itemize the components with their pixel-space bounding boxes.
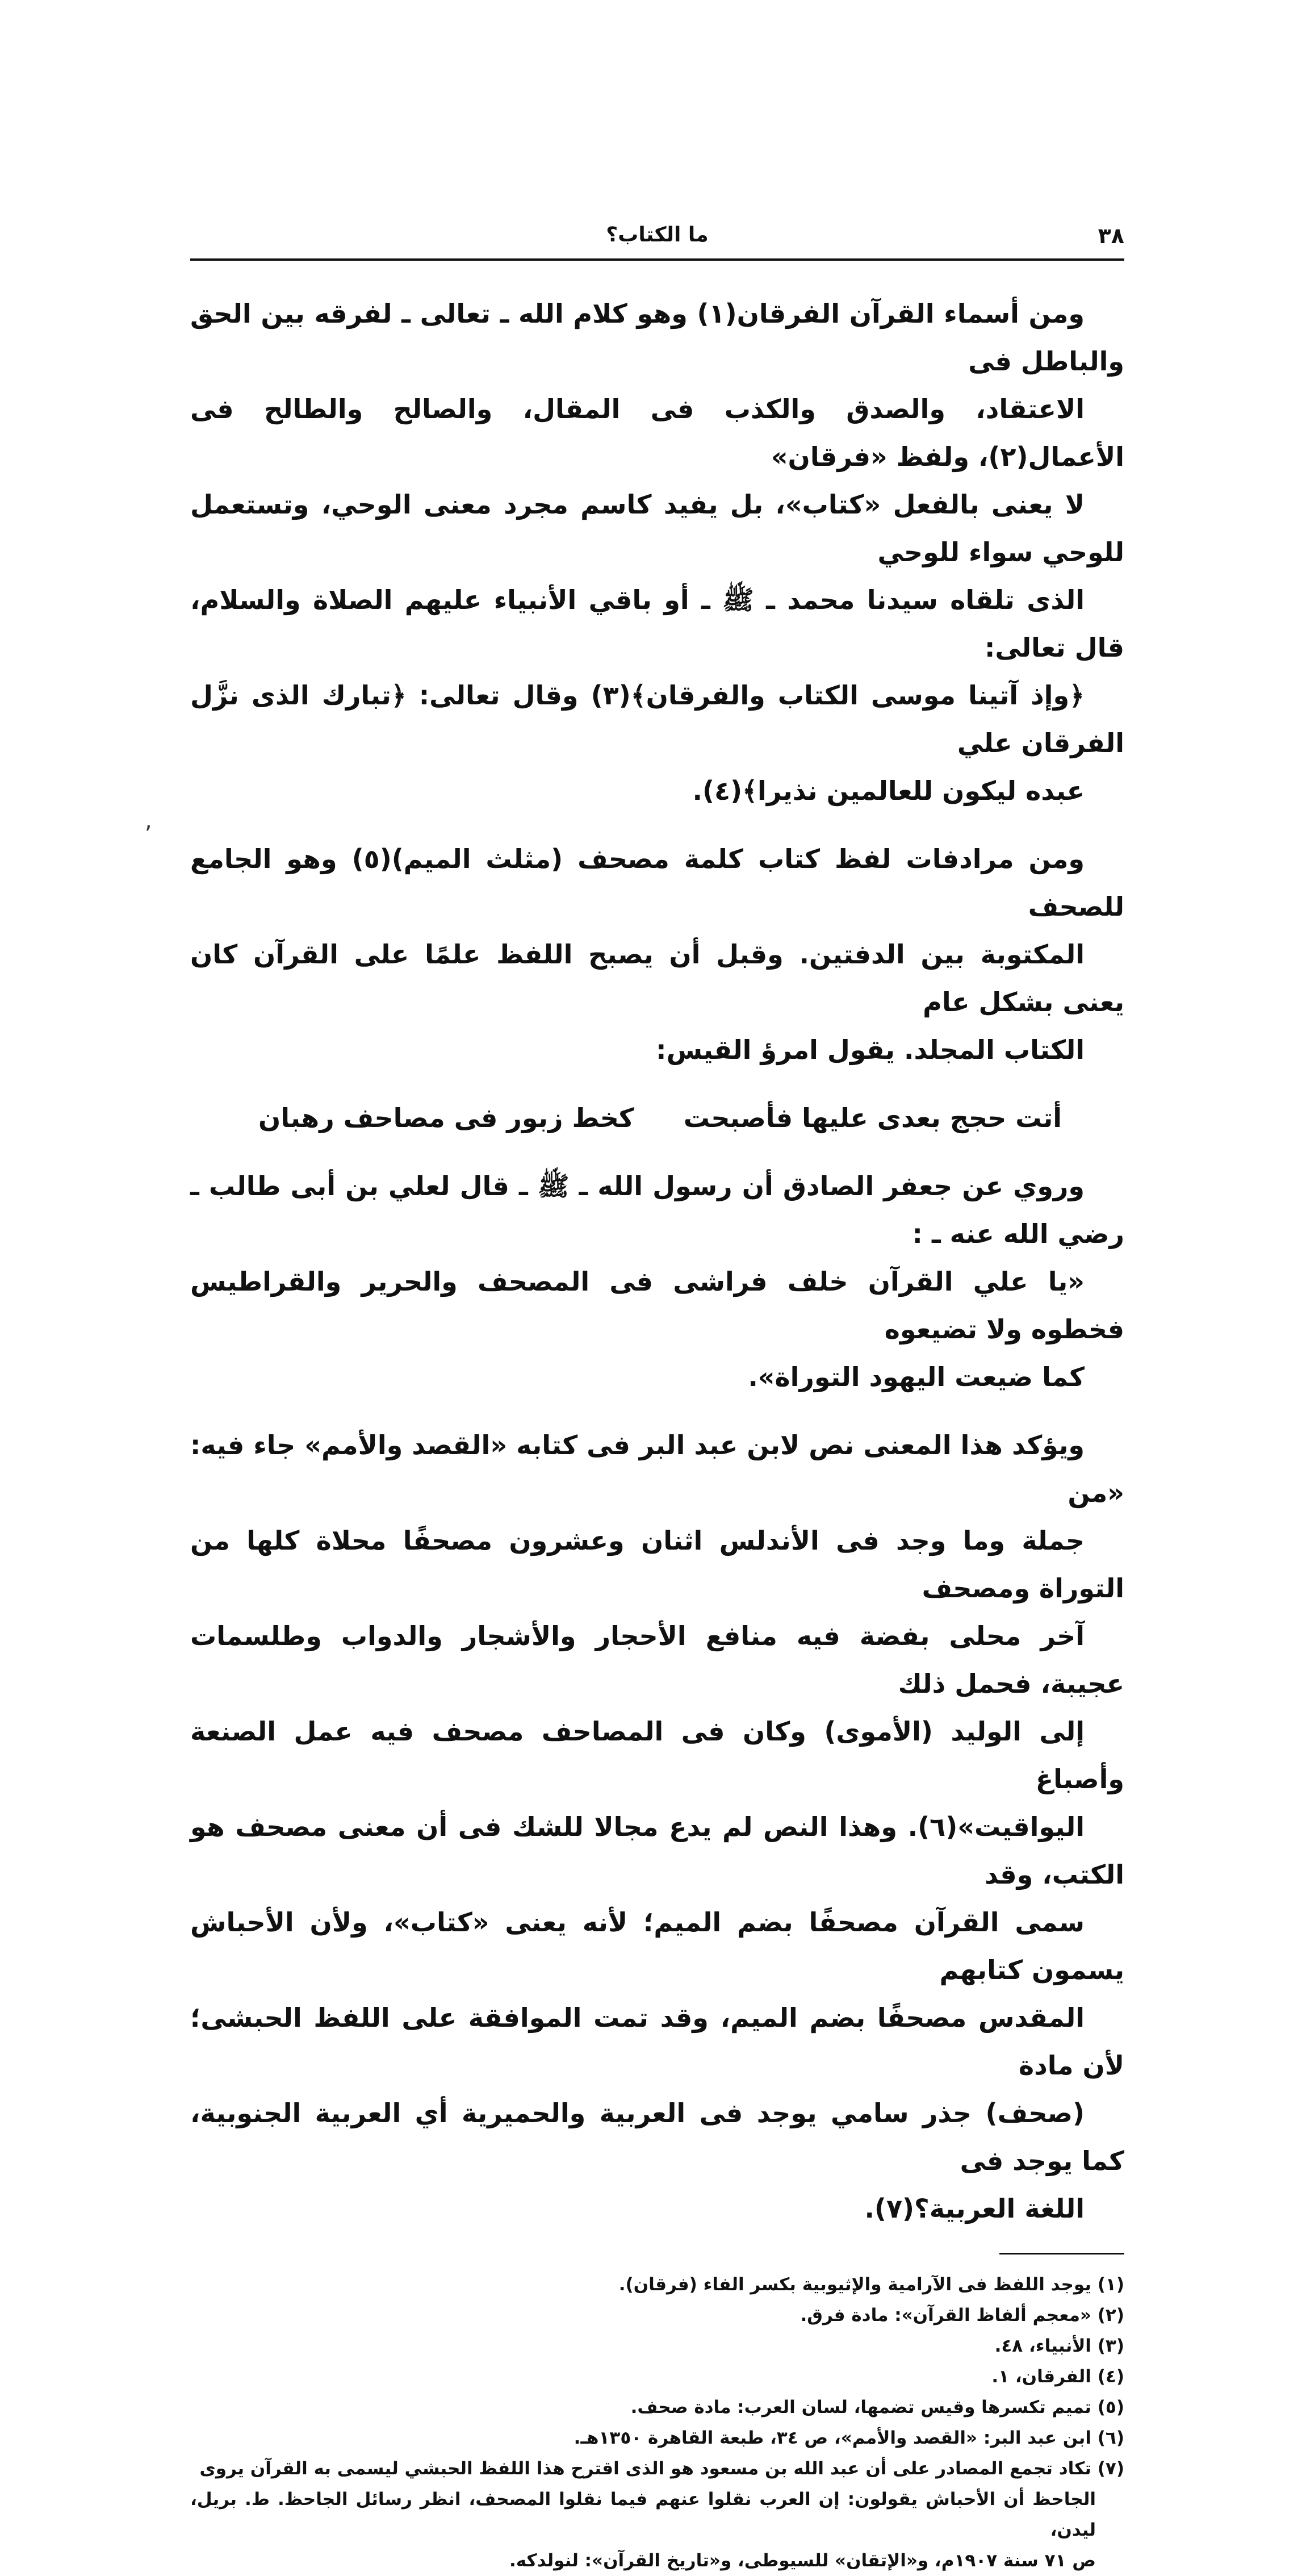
footnote-4: (٤) الفرقان، ١. bbox=[991, 2366, 1124, 2387]
text-line: عبده ليكون للعالمين نذيرا﴾(٤). bbox=[692, 775, 1085, 806]
text-line: ومن مرادفات لفظ كتاب كلمة مصحف (مثلث الميم)(٥) وهو الجامع للصحف bbox=[190, 844, 1124, 922]
page-number: ٣٨ bbox=[1098, 223, 1124, 248]
text-line: كما ضيعت اليهود التوراة». bbox=[748, 1362, 1085, 1392]
footnote-7: (٧) تكاد تجمع المصادر على أن عبد الله بن مسعود هو الذى اقترح هذا اللفظ الحبشي ليسمى به القرآن يروى bbox=[199, 2458, 1124, 2479]
text-line: الاعتقاد، والصدق والكذب فى المقال، والصالح والطالح فى الأعمال(٢)، ولفظ «فرقان» bbox=[190, 394, 1124, 472]
text-line: المقدس مصحفًا بضم الميم، وقد تمت الموافقة على اللفظ الحبشى؛ لأن مادة bbox=[190, 2002, 1124, 2081]
text-line: آخر محلى بفضة فيه منافع الأحجار والأشجار والدواب وطلسمات عجيبة، فحمل ذلك bbox=[190, 1621, 1124, 1699]
text-line: سمى القرآن مصحفًا بضم الميم؛ لأنه يعنى «كتاب»، ولأن الأحباش يسمون كتابهم bbox=[190, 1907, 1124, 1985]
footnote-7-continued: ص ٧١ سنة ١٩٠٧م، و«الإتقان» للسيوطى، و«تاريخ القرآن»: لنولدكه. bbox=[509, 2550, 1096, 2571]
footnote-3: (٣) الأنبياء، ٤٨. bbox=[994, 2336, 1124, 2356]
paragraph-mushaf bbox=[190, 835, 1124, 1074]
text-line: ويؤكد هذا المعنى نص لابن عبد البر فى كتابه «القصد والأمم» جاء فيه: «من bbox=[190, 1430, 1124, 1508]
running-title: ما الكتاب؟ bbox=[606, 223, 709, 247]
poetry-verse bbox=[258, 1094, 1062, 1142]
text-line: ومن أسماء القرآن الفرقان(١) وهو كلام الله ـ تعالى ـ لفرقه بين الحق والباطل فى bbox=[190, 298, 1124, 377]
margin-mark: , bbox=[145, 808, 152, 834]
footnotes bbox=[190, 2269, 1124, 2576]
page-header bbox=[190, 213, 1124, 264]
footnote-7-continued: الجاحظ أن الأحباش يقولون: إن العرب نقلوا عنهم فيما نقلوا المصحف، انظر رسائل الجاحظ. ط. بريل، ليدن، bbox=[190, 2489, 1096, 2540]
text-line: الذى تلقاه سيدنا محمد ـ ﷺ ـ أو باقي الأنبياء عليهم الصلاة والسلام، قال تعالى: bbox=[190, 584, 1124, 663]
text-line: اللغة العربية؟(٧). bbox=[864, 2193, 1085, 2224]
text-line: اليواقيت»(٦). وهذا النص لم يدع مجالا للشك فى أن معنى مصحف هو الكتب، وقد bbox=[190, 1811, 1124, 1890]
text-line: المكتوبة بين الدفتين. وقبل أن يصبح اللفظ علمًا على القرآن كان يعنى بشكل عام bbox=[190, 939, 1124, 1017]
footnote-rule bbox=[999, 2253, 1124, 2254]
text-line: ﴿وإذ آتينا موسى الكتاب والفرقان﴾(٣) وقال تعالى: ﴿تبارك الذى نزَّل الفرقان علي bbox=[190, 680, 1124, 758]
footnote-5: (٥) تميم تكسرها وقيس تضمها، لسان العرب: مادة صحف. bbox=[630, 2397, 1124, 2418]
text-line: «يا علي القرآن خلف فراشى فى المصحف والحرير والقراطيس فخطوه ولا تضيعوه bbox=[190, 1266, 1124, 1345]
text-line: لا يعنى بالفعل «كتاب»، بل يفيد كاسم مجرد معنى الوحي، وتستعمل للوحي سواء للوحي bbox=[190, 489, 1124, 567]
paragraph-furqan bbox=[190, 290, 1124, 815]
footnote-6: (٦) ابن عبد البر: «القصد والأمم»، ص ٣٤، طبعة القاهرة ١٣٥٠هـ. bbox=[574, 2428, 1124, 2448]
text-line: إلى الوليد (الأموى) وكان فى المصاحف مصحف فيه عمل الصنعة وأصباغ bbox=[190, 1716, 1124, 1794]
verse-second-hemistich: كخط زبور فى مصاحف رهبان bbox=[258, 1103, 634, 1133]
verse-first-hemistich: أتت حجج بعدى عليها فأصبحت bbox=[683, 1103, 1062, 1133]
text-line: جملة وما وجد فى الأندلس اثنان وعشرون مصحفًا محلاة كلها من التوراة ومصحف bbox=[190, 1525, 1124, 1604]
text-line: وروي عن جعفر الصادق أن رسول الله ـ ﷺ ـ قال لعلي بن أبى طالب ـ رضي الله عنه ـ : bbox=[190, 1171, 1124, 1249]
footnote-1: (١) يوجد اللفظ فى الآرامية والإثيوبية بكسر الفاء (فرقان). bbox=[618, 2274, 1124, 2295]
body-text bbox=[190, 290, 1124, 2576]
paragraph-ibn-abd-al-barr bbox=[190, 1421, 1124, 2232]
text-line: الكتاب المجلد. يقول امرؤ القيس: bbox=[656, 1034, 1085, 1065]
footnote-2: (٢) «معجم ألفاظ القرآن»: مادة فرق. bbox=[800, 2305, 1124, 2326]
header-rule bbox=[190, 258, 1124, 261]
text-line: (صحف) جذر سامي يوجد فى العربية والحميرية أي العربية الجنوبية، كما يوجد فى bbox=[190, 2098, 1124, 2176]
paragraph-jafar bbox=[190, 1162, 1124, 1401]
